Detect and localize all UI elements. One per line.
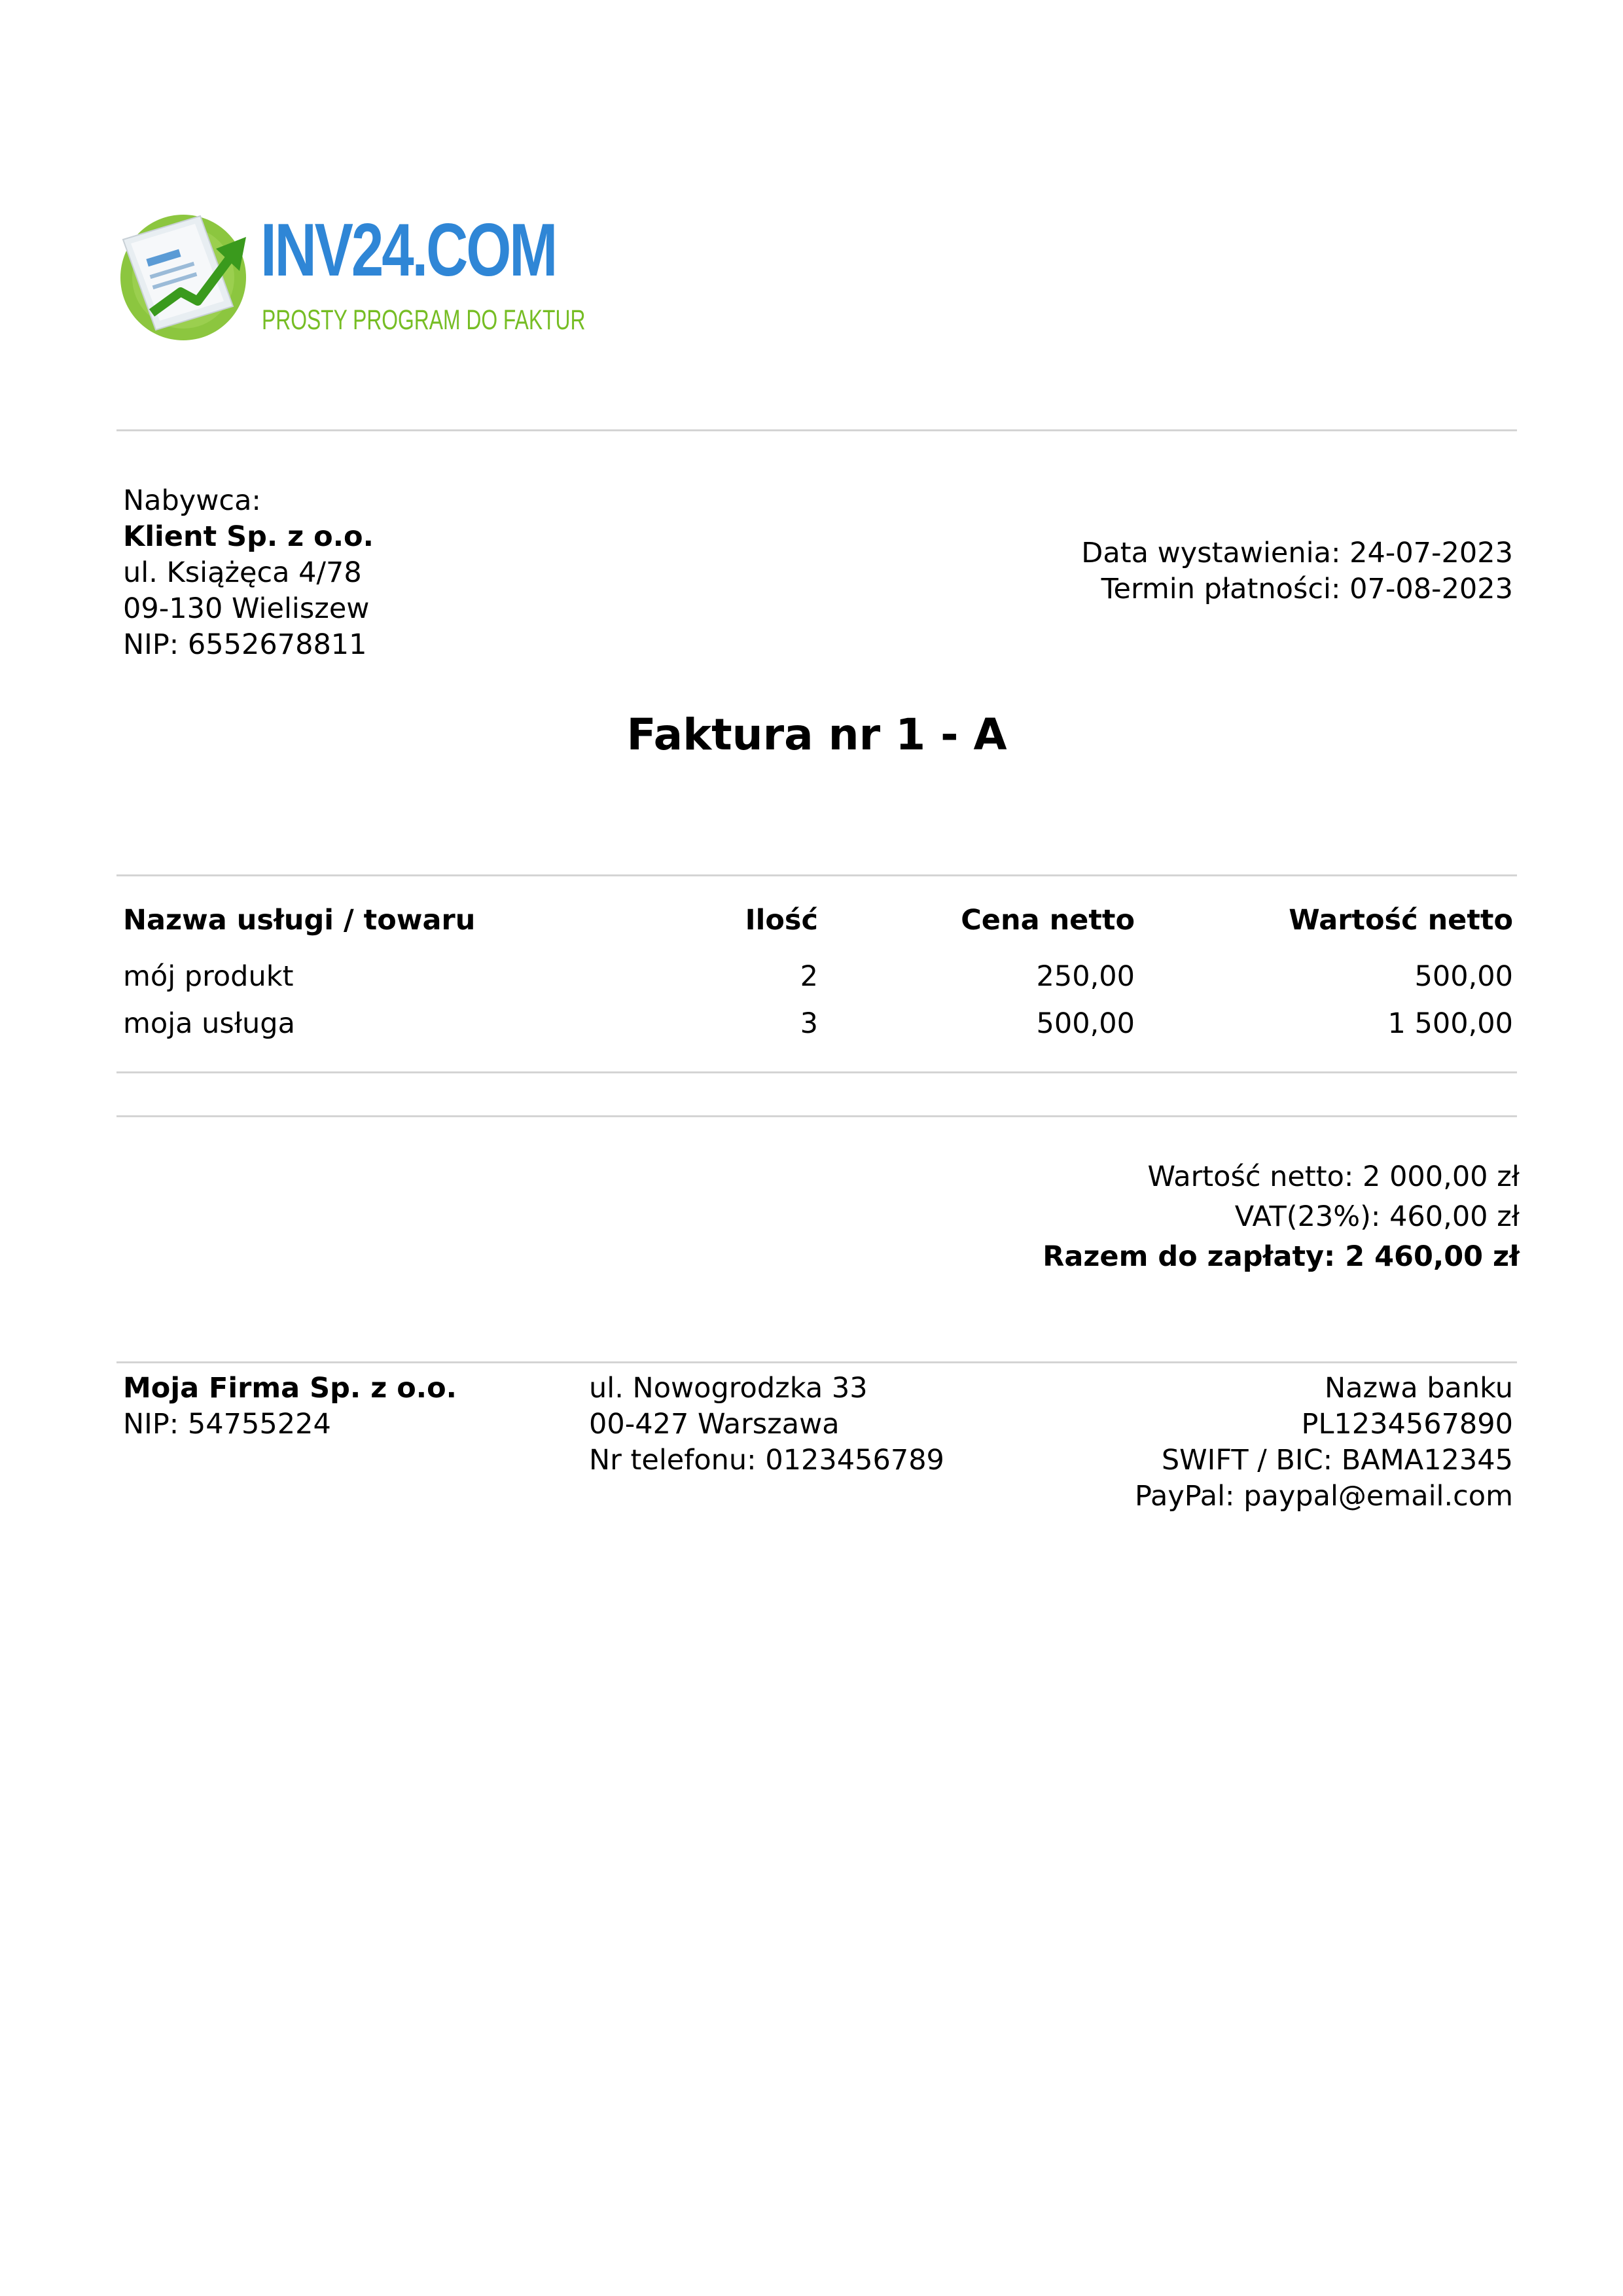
totals-block xyxy=(1043,1157,1520,1277)
header-name: Nazwa usługi / towaru xyxy=(123,904,476,937)
issue-date: Data wystawienia: 24-07-2023 xyxy=(1081,537,1513,569)
seller-phone: Nr telefonu: 0123456789 xyxy=(589,1444,944,1477)
cell-name: mój produkt xyxy=(123,960,294,993)
header-net-value: Wartość netto xyxy=(1289,904,1513,937)
table-row xyxy=(123,1000,1513,1047)
bank-name: Nazwa banku xyxy=(1324,1372,1513,1405)
cell-net-value: 500,00 xyxy=(1414,960,1513,993)
total-net: Wartość netto: 2 000,00 zł xyxy=(1147,1160,1520,1193)
total-grand: Razem do zapłaty: 2 460,00 zł xyxy=(1043,1240,1520,1273)
seller-block xyxy=(123,1371,457,1443)
bank-account: PL1234567890 xyxy=(1301,1408,1513,1441)
header-quantity: Ilość xyxy=(745,904,818,937)
cell-quantity: 3 xyxy=(800,1007,818,1040)
bank-paypal: PayPal: paypal@email.com xyxy=(1134,1480,1513,1513)
seller-street: ul. Nowogrodzka 33 xyxy=(589,1372,868,1405)
invoice-title: Faktura nr 1 - A xyxy=(626,709,1007,760)
seller-city: 00-427 Warszawa xyxy=(589,1408,840,1441)
cell-quantity: 2 xyxy=(800,960,818,993)
buyer-label: Nabywca: xyxy=(123,484,261,517)
cell-net-value: 1 500,00 xyxy=(1387,1007,1513,1040)
bank-swift: SWIFT / BIC: BAMA12345 xyxy=(1161,1444,1513,1477)
seller-name: Moja Firma Sp. z o.o. xyxy=(123,1372,457,1405)
buyer-street: ul. Książęca 4/78 xyxy=(123,556,362,589)
header-net-price: Cena netto xyxy=(961,904,1135,937)
cell-net-price: 250,00 xyxy=(1036,960,1135,993)
buyer-name: Klient Sp. z o.o. xyxy=(123,520,374,553)
seller-address-block xyxy=(589,1371,944,1479)
divider xyxy=(116,1115,1517,1117)
seller-nip: NIP: 54755224 xyxy=(123,1408,331,1441)
divider xyxy=(116,1361,1517,1363)
table-header-row xyxy=(123,897,1513,944)
buyer-city: 09-130 Wieliszew xyxy=(123,592,370,625)
bank-block xyxy=(1135,1371,1513,1515)
logo-title: INV24.COM xyxy=(260,209,556,292)
divider xyxy=(116,429,1517,431)
dates-block xyxy=(1081,535,1513,607)
divider xyxy=(116,1071,1517,1073)
table-row xyxy=(123,944,1513,1000)
buyer-block xyxy=(123,483,374,663)
total-vat: VAT(23%): 460,00 zł xyxy=(1234,1200,1520,1233)
buyer-nip: NIP: 6552678811 xyxy=(123,628,367,661)
divider xyxy=(116,874,1517,876)
items-table xyxy=(123,897,1513,1047)
logo xyxy=(118,208,586,347)
cell-name: moja usługa xyxy=(123,1007,295,1040)
cell-net-price: 500,00 xyxy=(1036,1007,1135,1040)
logo-subtitle: PROSTY PROGRAM DO FAKTUR xyxy=(262,304,586,336)
due-date: Termin płatności: 07-08-2023 xyxy=(1101,573,1513,605)
